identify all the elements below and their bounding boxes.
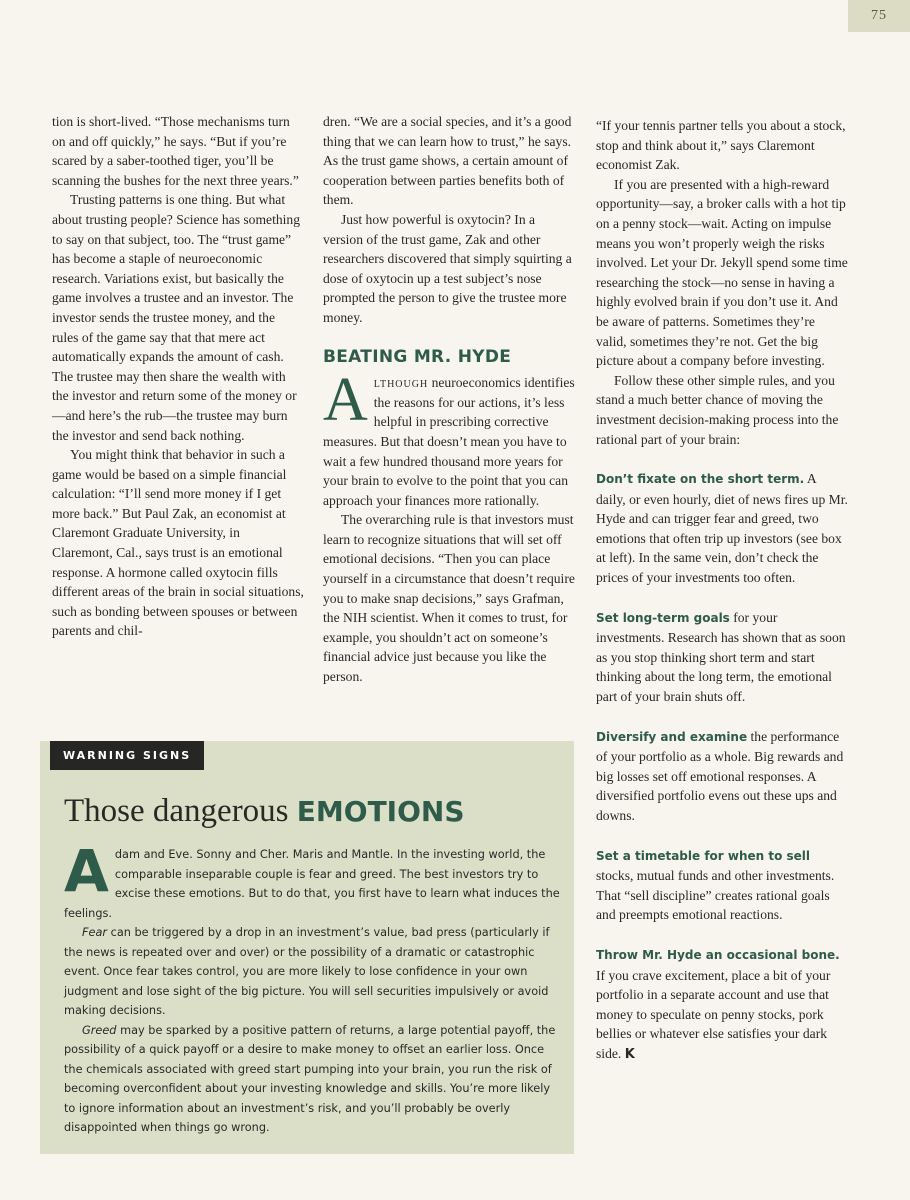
drop-cap: A (323, 366, 368, 435)
paragraph (323, 366, 575, 510)
paragraph-text: may be sparked by a positive pattern of returns, a large potential payoff, the possibility of a quick payoff or a desire to make money to offset an earlier loss. Once the chemicals associated with greed start pumping into your brain, you run the risk of becoming overconfident about your investing knowledge and skills. You’re more likely to ignore information about an investment’s risk, and you’ll probably be overly disappointed when things go wrong. (64, 1023, 556, 1134)
rule-text: A daily, or even hourly, diet of news fires up Mr. Hyde and can trigger fear and greed, two emotions that often trip up investors (see box at left). In the same vein, don’t check the prices of your investments too often. (596, 471, 848, 586)
rule-item (596, 846, 848, 925)
sidebar-title-light: Those dangerous (64, 793, 297, 829)
paragraph-text: neuroeconomics identifies the reasons for our actions, it’s less helpful in prescribing corrective measures. But that doesn’t mean you have to wait a few hundred thousand more years for your brain to evolve to the point that you can approach your finances more rationally. (323, 375, 575, 508)
sidebar-body (64, 837, 564, 1138)
spacer (596, 449, 848, 469)
paragraph: Follow these other simple rules, and you stand a much better chance of moving the investment decision-making process into the rational part of your brain: (596, 372, 839, 447)
rule-text: stocks, mutual funds and other investments. That “sell discipline” creates rational goals and preempts emotional reactions. (596, 868, 835, 923)
emphasis: Greed (82, 1023, 117, 1037)
paragraph: tion is short-lived. “Those mechanisms turn on and off quickly,” he says. “But if you’re scared by a saber-toothed tiger, you’ll be scanning the bushes for the next three years.” (52, 114, 299, 188)
paragraph (64, 923, 564, 1021)
small-caps-lead: lthough (373, 375, 429, 391)
page-number: 75 (848, 0, 910, 32)
warning-signs-sidebar (40, 741, 574, 1154)
paragraph-text: dam and Eve. Sonny and Cher. Maris and Mantle. In the investing world, the comparable inseparable couple is fear and greed. The best investors try to excise these emotions. But to do that, you first have to learn what induces the feelings. (64, 848, 560, 920)
emphasis: Fear (82, 926, 108, 939)
rule-item (596, 608, 848, 707)
end-mark-icon: K (624, 1046, 635, 1062)
section-heading: BEATING MR. HYDE (323, 346, 512, 367)
paragraph (64, 837, 564, 923)
sidebar-tag: WARNING SIGNS (50, 741, 204, 770)
sidebar-title-bold: EMOTIONS (296, 795, 465, 828)
paragraph: “If your tennis partner tells you about a stock, stop and think about it,” says Claremont economist Zak. (596, 118, 846, 173)
rule-heading: Set long-term goals (596, 610, 730, 625)
article-column-2 (323, 112, 575, 687)
rule-item (596, 945, 848, 1065)
rule-text: If you crave excitement, place a bit of your portfolio in a separate account and use that money to speculate on penny stocks, pork bellies or whatever else satisfies your dark side. (596, 967, 831, 1061)
rule-text: for your investments. Research has shown that as soon as you stop thinking short term and start thinking about the long term, the emotional part of your brain shuts off. (596, 609, 846, 705)
article-column-1 (52, 112, 304, 641)
paragraph: You might think that behavior in such a game would be based on a simple financial calculation: “I’ll send more money if I get more back.” But Paul Zak, an economist at Claremont Graduate University, in Claremont, Cal., says trust is an emotional response. A hormone called oxytocin fills different areas of the brain in social situations, such as bonding between spouses or between parents and chil- (52, 447, 304, 639)
rule-item (596, 727, 848, 826)
paragraph: The overarching rule is that investors must learn to recognize situations that will set off emotional decisions. “Then you can place yourself in a circumstance that doesn’t require you to make snap decisions,” says Grafman, the NIH scientist. When it comes to trust, for example, you shouldn’t act on someone’s financial advice just because you like the person. (323, 512, 575, 685)
spacer (596, 707, 848, 727)
paragraph: dren. “We are a social species, and it’s a good thing that we can learn how to trust,” he says. As the trust game shows, a certain amount of cooperation between parties benefits both of them. (323, 114, 572, 208)
article-column-3 (596, 116, 848, 1065)
paragraph: Just how powerful is oxytocin? In a version of the trust game, Zak and other researchers discovered that simply squirting a dose of oxytocin up a test subject’s nose prompted the person to give the trustee more money. (323, 211, 572, 325)
rule-item (596, 469, 848, 588)
spacer (596, 826, 848, 846)
paragraph: Trusting patterns is one thing. But what about trusting people? Science has something to say on that subject, too. The “trust game” has become a staple of neuroeconomic research. Variations exist, but basically the game involves a trustee and an investor. The investor sends the trustee money, and the rules of the game say that that mere act automatically expands the amount of cash. The trustee may then share the wealth with the investor and return some of the money or—and here’s the rub—the trustee may burn the investor and send back nothing. (52, 192, 301, 443)
rule-heading: Set a timetable for when to sell (596, 848, 811, 863)
rule-heading: Don’t fixate on the short term. (596, 472, 805, 487)
paragraph: If you are presented with a high-reward opportunity—say, a broker calls with a hot tip on a penny stock—wait. Acting on impulse means you won’t properly weigh the risks involved. Let your Dr. Jekyll spend some time researching the stock—no sense in having a highly evolved brain if you don’t use it. And be aware of patterns. Sometimes they’re valid, sometimes they’re not. Get the big picture about a company before investing. (596, 176, 848, 369)
drop-cap: A (64, 837, 109, 905)
rule-heading: Diversify and examine (596, 729, 748, 744)
rule-heading: Throw Mr. Hyde an occasional bone. (596, 947, 840, 962)
spacer (596, 925, 848, 945)
spacer (596, 588, 848, 608)
paragraph (64, 1021, 564, 1138)
rule-text: the performance of your portfolio as a whole. Big rewards and big losses set off emotional responses. A diversified portfolio evens out these ups and downs. (596, 728, 844, 823)
paragraph-text: can be triggered by a drop in an investment’s value, bad press (particularly if the news is repeated over and over) or the possibility of a dramatic or catastrophic event. Once fear takes control, you are more likely to lose confidence in your own judgment and lose sight of the big picture. You will sell securities impulsively or avoid making decisions. (64, 926, 550, 1017)
sidebar-title (64, 793, 465, 830)
